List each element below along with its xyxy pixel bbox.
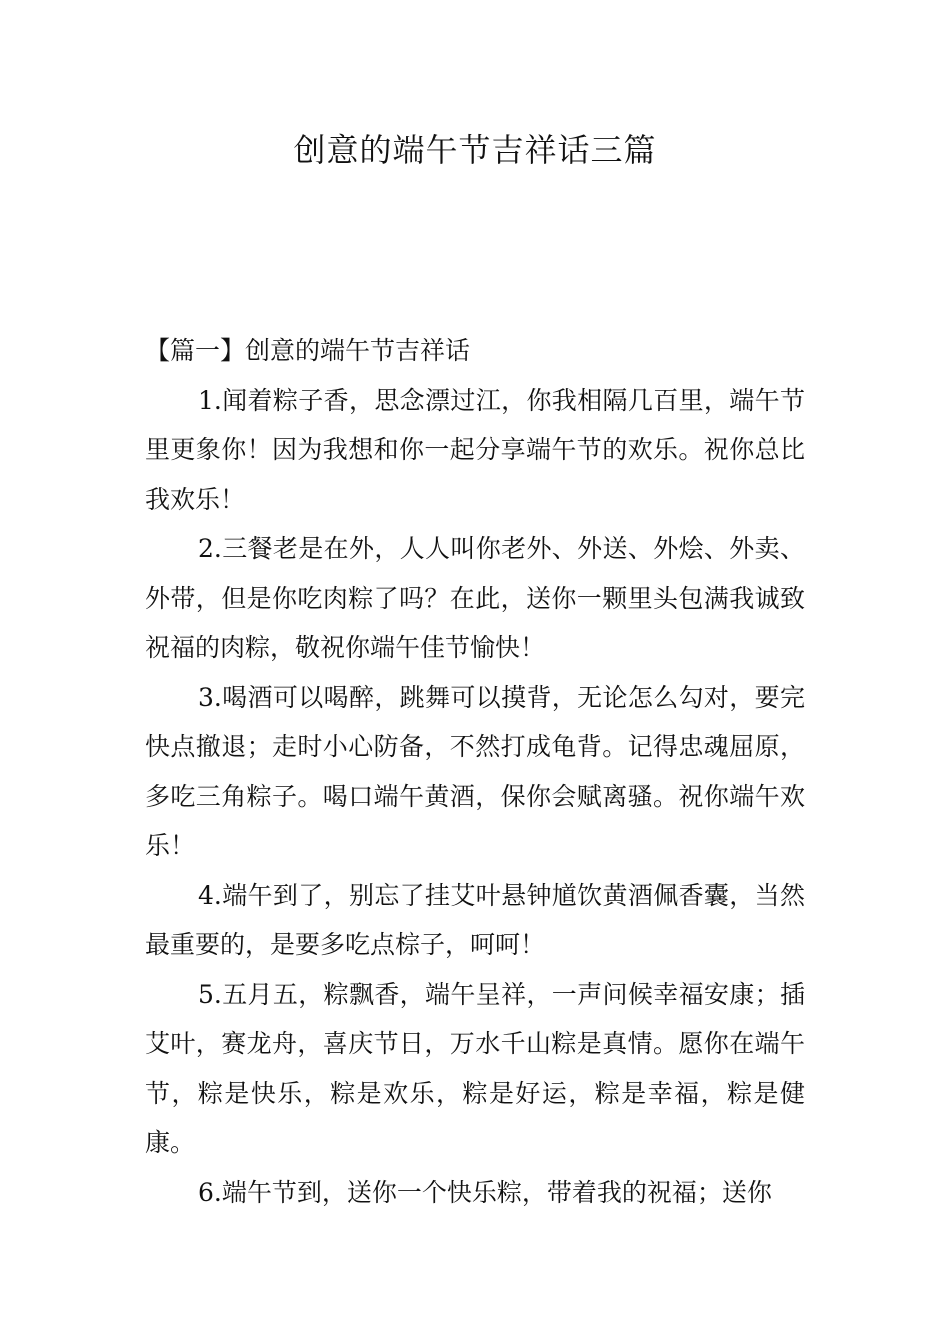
paragraph-6: 6.端午节到，送你一个快乐粽，带着我的祝福；送你 (198, 1177, 772, 1207)
paragraph-5: 5.五月五，粽飘香，端午呈祥，一声问候幸福安康；插艾叶，赛龙舟，喜庆节日，万水千山粽是真情。愿你在端午节，粽是快乐，粽是欢乐，粽是好运，粽是幸福，粽是健康。 (145, 979, 805, 1157)
paragraph-2: 2.三餐老是在外，人人叫你老外、外送、外烩、外卖、外带，但是你吃肉粽了吗？在此，送你一颗里头包满我诚致祝福的肉粽，敬祝你端午佳节愉快！ (145, 534, 805, 662)
paragraph-1: 1.闻着粽子香，思念漂过江，你我相隔几百里，端午节里更象你！因为我想和你一起分享端午节的欢乐。祝你总比我欢乐！ (145, 385, 805, 514)
document-title: 创意的端午节吉祥话三篇 (293, 131, 657, 169)
paragraph-4: 4.端午到了，别忘了挂艾叶悬钟馗饮黄酒佩香囊，当然最重要的，是要多吃点棕子，呵呵！ (145, 880, 805, 959)
section-heading: 【篇一】创意的端午节吉祥话 (145, 336, 471, 365)
document-body (145, 326, 805, 1217)
paragraph-3: 3.喝酒可以喝醉，跳舞可以摸背，无论怎么勾对，要完快点撤退；走时小心防备，不然打成龟背。记得忠魂屈原，多吃三角粽子。喝口端午黄酒，保你会赋离骚。祝你端午欢乐！ (145, 682, 805, 860)
